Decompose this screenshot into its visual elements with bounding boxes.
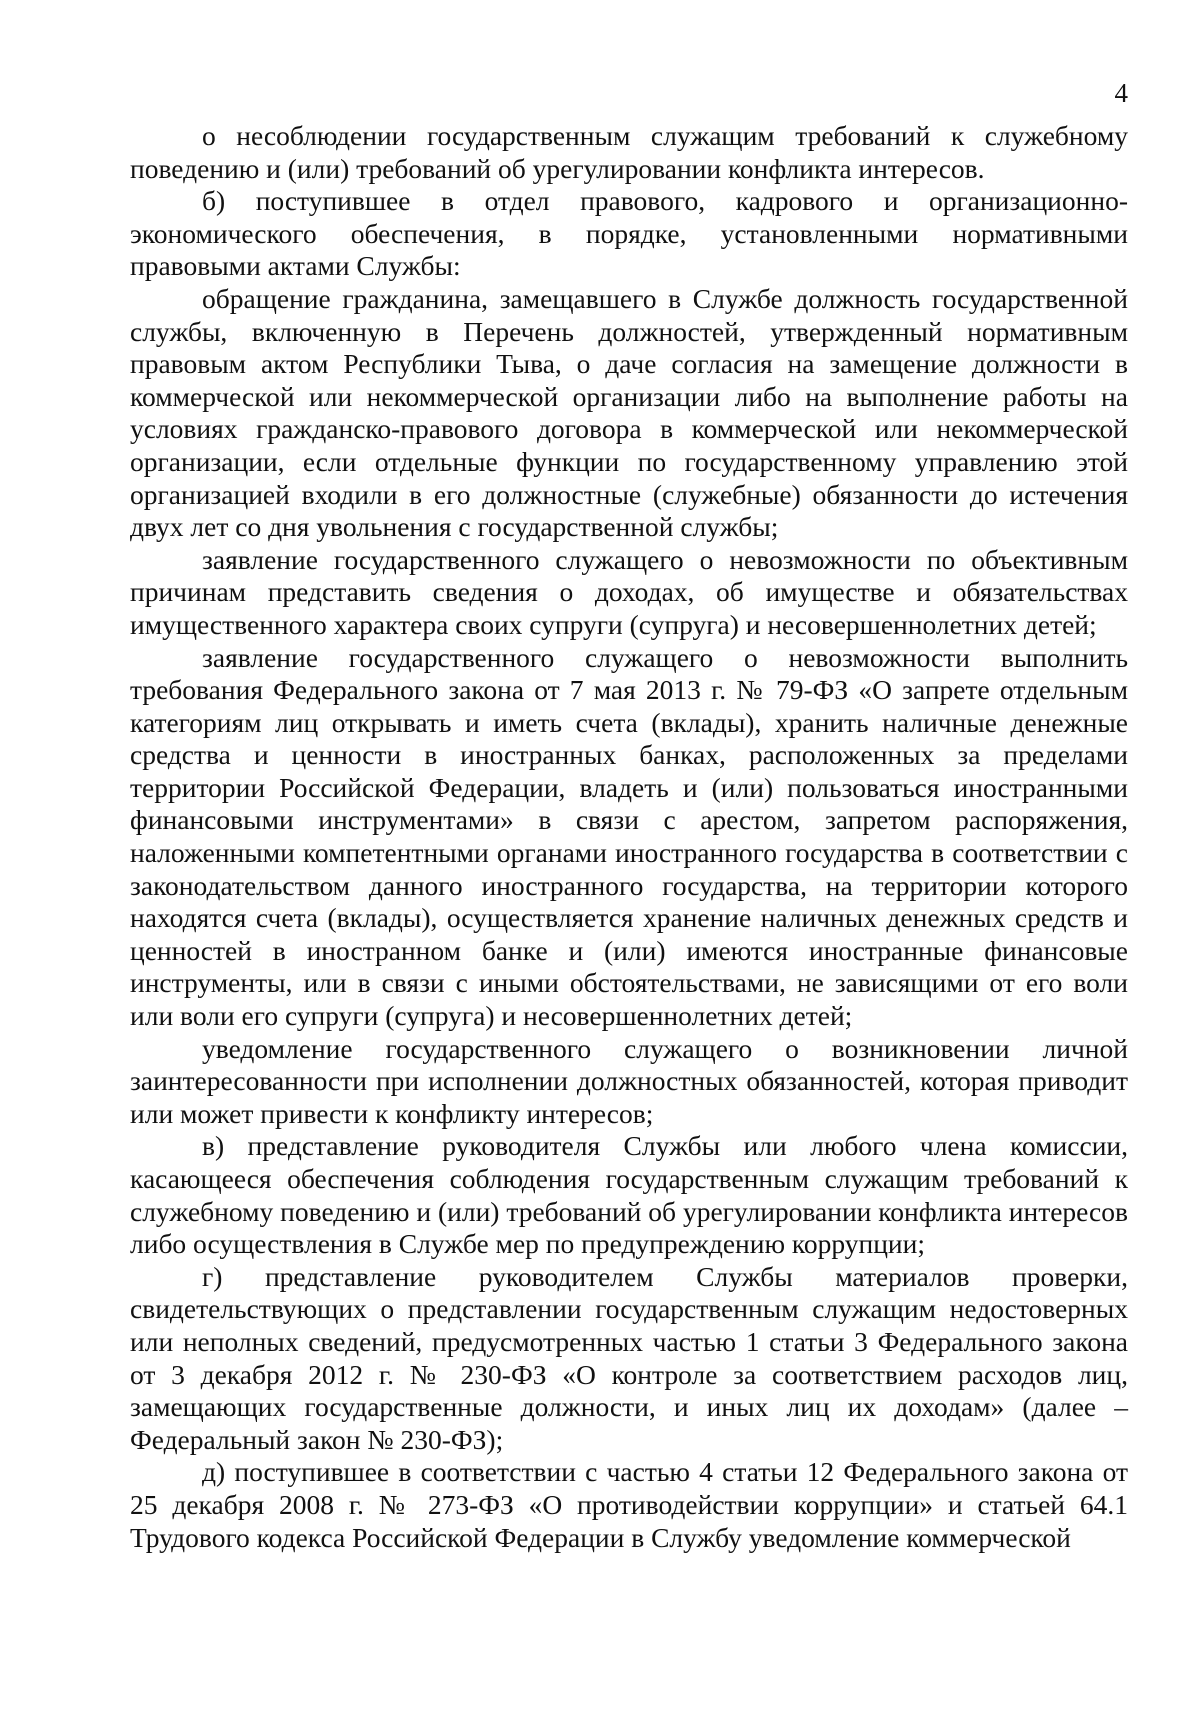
paragraph-9: д) поступившее в соответствии с частью 4 статьи 12 Федерального закона от 25 декабря 2008 г. № 273-ФЗ «О противодействии коррупции» и статьей 64.1 Трудового кодекса Российской Федерации в Службу уведомление коммерческой (130, 1456, 1128, 1553)
paragraph-5: заявление государственного служащего о невозможности выполнить требования Федерального закона от 7 мая 2013 г. № 79-ФЗ «О запрете отдельным категориям лиц открывать и иметь счета (вклады), хранить наличные денежные средства и ценности в иностранных банках, расположенных за пределами территории Российской Федерации, владеть и (или) пользоваться иностранными финансовыми инструментами» в связи с арестом, запретом распоряжения, наложенными компетентными органами иностранного государства в соответствии с законодательством данного иностранного государства, на территории которого находятся счета (вклады), осуществляется хранение наличных денежных средств и ценностей в иностранном банке и (или) имеются иностранные финансовые инструменты, или в связи с иными обстоятельствами, не зависящими от его воли или воли его супруги (супруга) и несовершеннолетних детей; (130, 641, 1128, 1032)
document-body (130, 80, 1128, 1554)
paragraph-7: в) представление руководителя Службы или любого члена комиссии, касающееся обеспечения соблюдения государственным служащим требований к служебному поведению и (или) требований об урегулировании конфликта интересов либо осуществления в Службе мер по предупреждению коррупции; (130, 1130, 1128, 1260)
paragraph-4: заявление государственного служащего о невозможности по объективным причинам представить сведения о доходах, об имуществе и обязательствах имущественного характера своих супруги (супруга) и несовершеннолетних детей; (130, 543, 1128, 640)
page-number: 4 (1114, 78, 1128, 108)
paragraph-8: г) представление руководителем Службы материалов проверки, свидетельствующих о представлении государственным служащим недостоверных или неполных сведений, предусмотренных частью 1 статьи 3 Федерального закона от 3 декабря 2012 г. № 230-ФЗ «О контроле за соответствием расходов лиц, замещающих государственные должности, и иных лиц их доходам» (далее – Федеральный закон № 230-ФЗ); (130, 1260, 1128, 1455)
paragraph-6: уведомление государственного служащего о возникновении личной заинтересованности при исполнении должностных обязанностей, которая приводит или может привести к конфликту интересов; (130, 1032, 1128, 1129)
paragraph-1: о несоблюдении государственным служащим требований к служебному поведению и (или) требований об урегулировании конфликта интересов. (130, 120, 1128, 184)
paragraph-2: б) поступившее в отдел правового, кадрового и организационно-экономического обеспечения, в порядке, установленными нормативными правовыми актами Службы: (130, 185, 1128, 282)
paragraph-3: обращение гражданина, замещавшего в Службе должность государственной службы, включенную в Перечень должностей, утвержденный нормативным правовым актом Республики Тыва, о даче согласия на замещение должности в коммерческой или некоммерческой организации либо на выполнение работы на условиях гражданско-правового договора в коммерческой или некоммерческой организации, если отдельные функции по государственному управлению этой организацией входили в его должностные (служебные) обязанности до истечения двух лет со дня увольнения с государственной службы; (130, 282, 1128, 543)
